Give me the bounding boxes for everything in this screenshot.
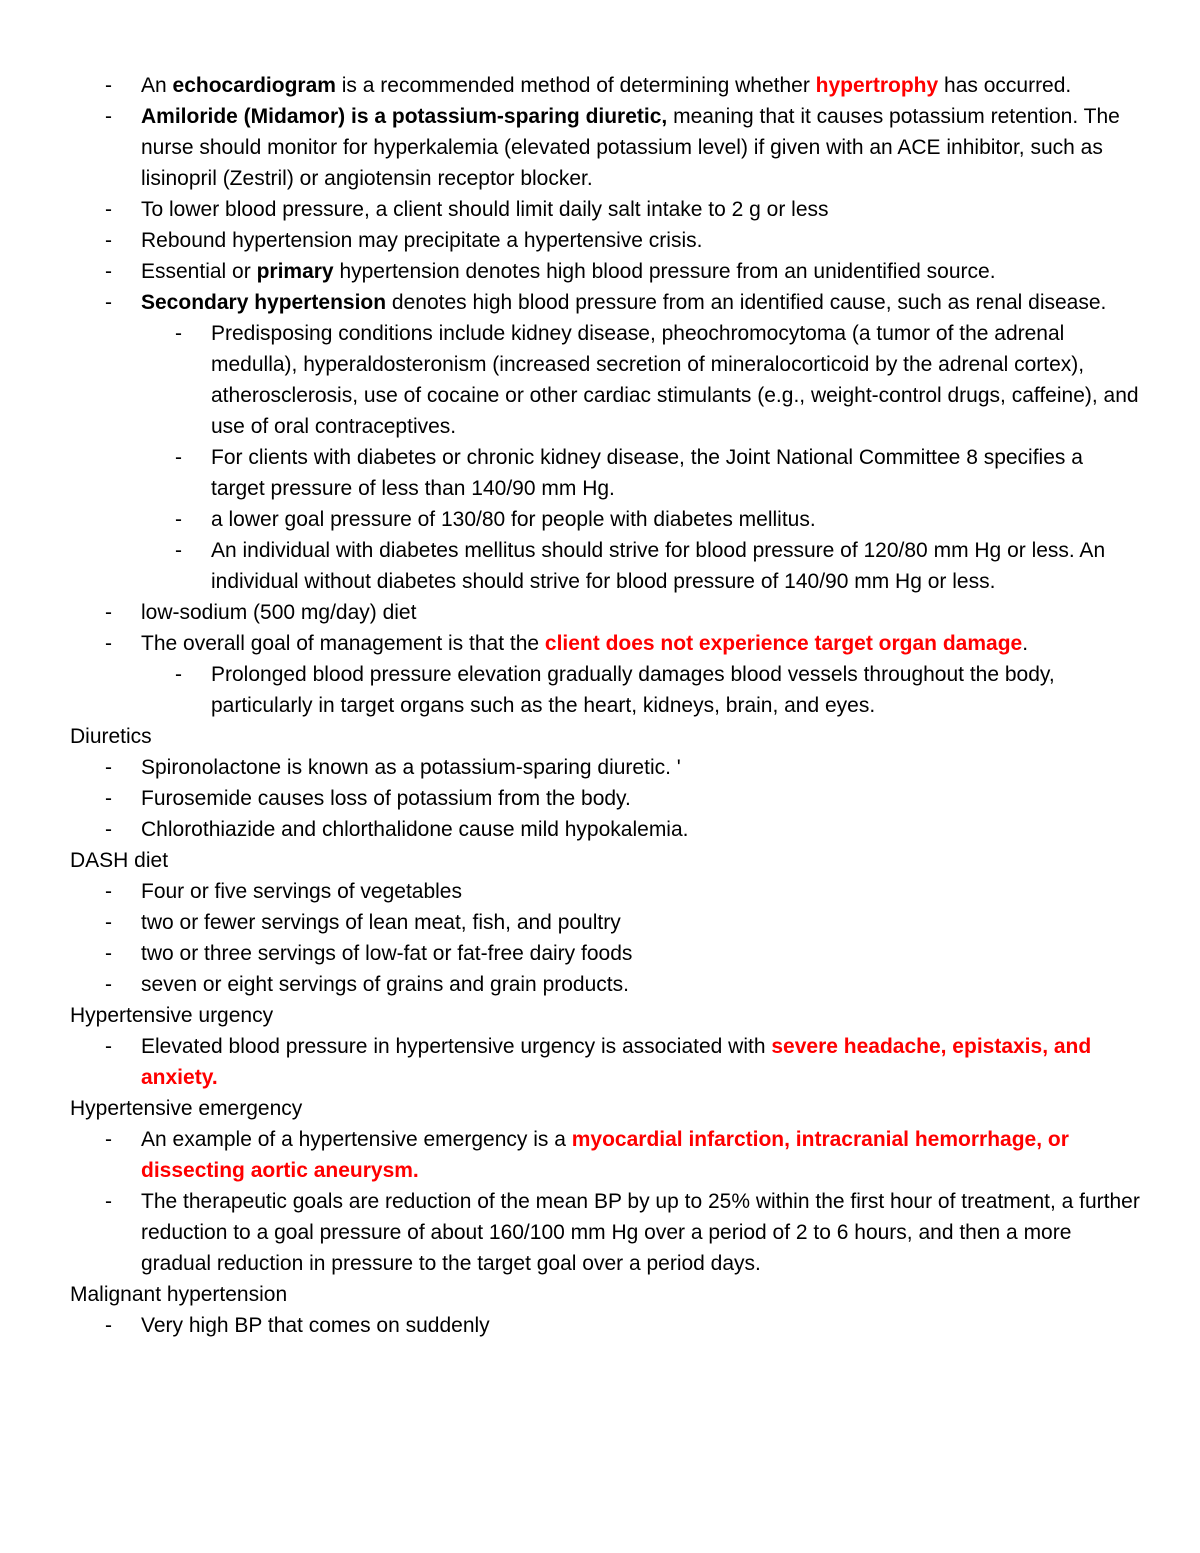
text-run: Predisposing conditions include kidney disease, pheochromocytoma (a tumor of the adrenal medulla), hyperaldosteronism (increased secretion of mineralocorticoid by the adrenal cortex), atherosclerosis, use of cocaine or other cardiac stimulants (e.g., weight-control drugs, caffeine), and use of oral contraceptives. [211,322,1139,438]
bullet-dash: - [105,1035,112,1058]
text-run: Elevated blood pressure in hypertensive urgency is associated with [141,1035,772,1058]
bold-text: echocardiogram [172,74,336,97]
text-run: Spironolactone is known as a potassium-sparing diuretic. ' [141,756,681,779]
text-run: denotes high blood pressure from an identified cause, such as renal disease. [386,291,1107,314]
bullet-dash: - [175,446,182,469]
list-item [70,876,1140,907]
list-item [70,287,1140,318]
text-run: To lower blood pressure, a client should limit daily salt intake to 2 g or less [141,198,829,221]
list-item [70,1031,1140,1093]
highlighted-text: myocardial infarction, intracranial hemorrhage, or dissecting aortic aneurysm. [141,1128,1069,1182]
list-item [70,969,1140,1000]
sub-list-item [70,659,1140,721]
text-run: Rebound hypertension may precipitate a hypertensive crisis. [141,229,703,252]
text-run: hypertension denotes high blood pressure from an unidentified source. [333,260,996,283]
text-run: meaning that it causes potassium retention. The nurse should monitor for hyperkalemia (elevated potassium level) if given with an ACE inhibitor, such as lisinopril (Zestril) or angiotensin receptor blocker. [141,105,1120,190]
bullet-dash: - [105,973,112,996]
list-item [70,194,1140,225]
bullet-dash: - [175,663,182,686]
text-run: two or three servings of low-fat or fat-free dairy foods [141,942,633,965]
text-run: An [141,74,173,97]
list-item [70,597,1140,628]
text-run: seven or eight servings of grains and grain products. [141,973,629,996]
bold-text: Amiloride (Midamor) is a potassium-sparing diuretic, [141,105,668,128]
list-item [70,907,1140,938]
bullet-dash: - [105,1314,112,1337]
list-item [70,752,1140,783]
text-run: Very high BP that comes on suddenly [141,1314,490,1337]
text-run: Prolonged blood pressure elevation gradually damages blood vessels throughout the body, particularly in target organs such as the heart, kidneys, brain, and eyes. [211,663,1055,717]
text-run: The overall goal of management is that the [141,632,545,655]
section-heading: DASH diet [70,849,169,872]
list-item [70,225,1140,256]
list-item [70,70,1140,101]
bullet-dash: - [105,229,112,252]
list-item [70,814,1140,845]
list-item [70,783,1140,814]
text-run: Essential or [141,260,257,283]
text-run: Chlorothiazide and chlorthalidone cause mild hypokalemia. [141,818,689,841]
bullet-dash: - [105,601,112,624]
text-run: For clients with diabetes or chronic kidney disease, the Joint National Committee 8 specifies a target pressure of less than 140/90 mm Hg. [211,446,1083,500]
bullet-dash: - [105,74,112,97]
bold-text: primary [256,260,334,283]
text-run: two or fewer servings of lean meat, fish, and poultry [141,911,621,934]
text-run: a lower goal pressure of 130/80 for people with diabetes mellitus. [211,508,816,531]
list-item [70,256,1140,287]
list-item [70,1310,1140,1341]
bullet-dash: - [175,539,182,562]
bold-text: Secondary hypertension [141,291,387,314]
bullet-dash: - [105,291,112,314]
bullet-dash: - [105,198,112,221]
text-run: . [1022,632,1029,655]
highlighted-text: hypertrophy [815,74,939,97]
list-item [70,1124,1140,1186]
list-item [70,628,1140,659]
section-heading: Diuretics [70,725,152,748]
document-body [70,70,1140,1341]
section-heading: Malignant hypertension [70,1283,288,1306]
section-heading: Hypertensive emergency [70,1097,303,1120]
text-run: The therapeutic goals are reduction of the mean BP by up to 25% within the first hour of treatment, a further reduction to a goal pressure of about 160/100 mm Hg over a period of 2 to 6 hours, and then a more gradual reduction in pressure to the target goal over a period days. [141,1190,1140,1275]
section-heading: Hypertensive urgency [70,1004,274,1027]
highlighted-text: severe headache, epistaxis, and anxiety. [141,1035,1092,1089]
bullet-dash: - [105,756,112,779]
bullet-dash: - [105,1190,112,1213]
text-run: An example of a hypertensive emergency is a [141,1128,572,1151]
text-run: is a recommended method of determining whether [335,74,816,97]
bullet-dash: - [105,942,112,965]
text-run: Four or five servings of vegetables [141,880,462,903]
sub-list-item [70,535,1140,597]
list-item [70,938,1140,969]
bullet-dash: - [105,818,112,841]
text-run: has occurred. [938,74,1072,97]
sub-list-item [70,442,1140,504]
bullet-dash: - [175,508,182,531]
bullet-dash: - [105,787,112,810]
bullet-dash: - [105,632,112,655]
text-run: Furosemide causes loss of potassium from the body. [141,787,631,810]
bullet-dash: - [105,911,112,934]
sub-list-item [70,318,1140,442]
bullet-dash: - [175,322,182,345]
sub-list-item [70,504,1140,535]
text-run: An individual with diabetes mellitus should strive for blood pressure of 120/80 mm Hg or less. An individual without diabetes should strive for blood pressure of 140/90 mm Hg or less. [211,539,1106,593]
list-item [70,1186,1140,1279]
bullet-dash: - [105,880,112,903]
bullet-dash: - [105,260,112,283]
bullet-dash: - [105,105,112,128]
list-item [70,101,1140,194]
highlighted-text: client does not experience target organ damage [544,632,1023,655]
text-run: low-sodium (500 mg/day) diet [141,601,417,624]
bullet-dash: - [105,1128,112,1151]
